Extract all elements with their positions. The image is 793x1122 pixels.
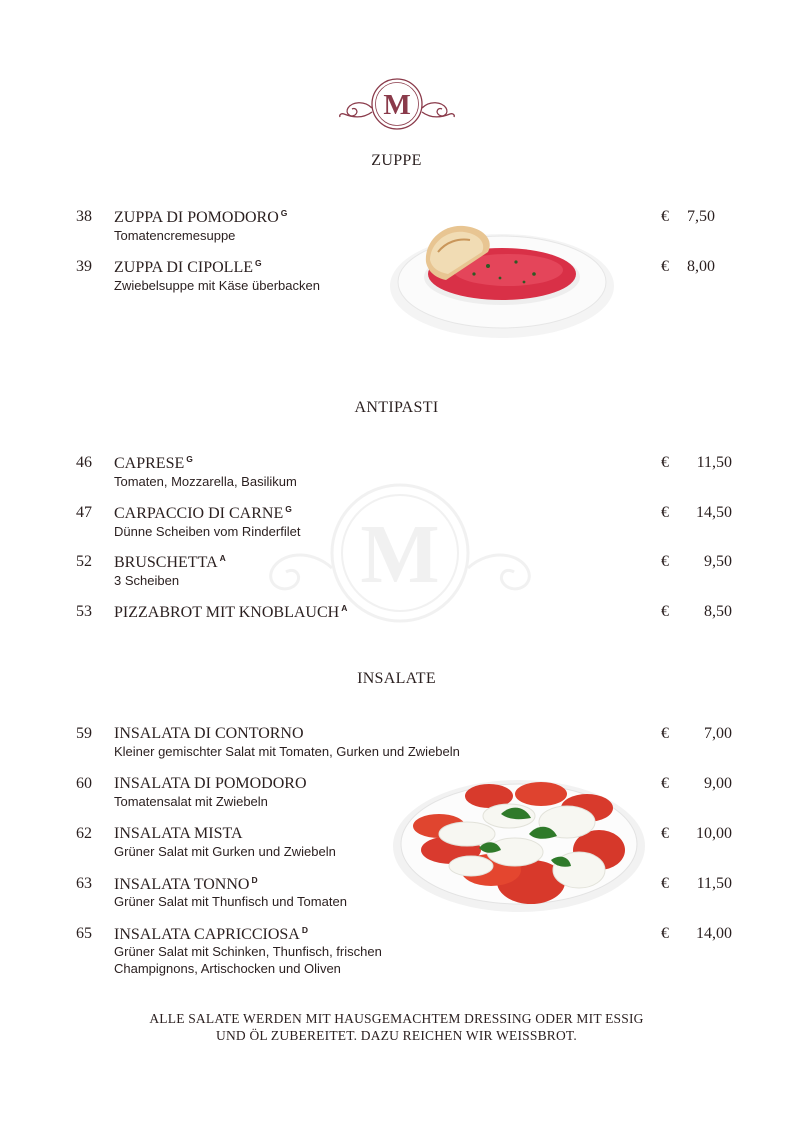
item-name: CAPRESE $^G$ bbox=[114, 454, 193, 472]
soup-photo bbox=[388, 222, 618, 342]
allergen-code: D bbox=[301, 925, 308, 935]
salad-photo bbox=[391, 774, 647, 914]
item-price: 9,00 bbox=[704, 775, 732, 792]
item-name: CARPACCIO DI CARNE $^G$ bbox=[114, 504, 292, 522]
currency-symbol: € bbox=[661, 925, 669, 942]
item-number: 60 bbox=[76, 775, 92, 792]
item-number: 52 bbox=[76, 553, 92, 570]
section-title-insalate: INSALATE bbox=[357, 670, 436, 687]
item-description: Tomatencremesuppe bbox=[114, 228, 236, 243]
currency-symbol: € bbox=[661, 603, 669, 620]
item-price: 14,00 bbox=[696, 925, 732, 942]
allergen-code: A bbox=[341, 603, 348, 613]
item-name: ZUPPA DI CIPOLLE $^G$ bbox=[114, 258, 262, 276]
item-description: Tomatensalat mit Zwiebeln bbox=[114, 794, 268, 809]
item-number: 39 bbox=[76, 258, 92, 275]
section-title-antipasti: ANTIPASTI bbox=[354, 399, 439, 416]
item-number: 47 bbox=[76, 504, 92, 521]
item-description: 3 Scheiben bbox=[114, 573, 180, 588]
item-price: 11,50 bbox=[696, 454, 732, 471]
item-price: 8,50 bbox=[704, 603, 732, 620]
item-number: 62 bbox=[76, 825, 92, 842]
currency-symbol: € bbox=[661, 875, 669, 892]
item-name: INSALATA DI POMODORO bbox=[114, 775, 307, 792]
item-description: Grüner Salat mit Thunfisch und Tomaten bbox=[114, 894, 347, 909]
currency-symbol: € bbox=[661, 208, 669, 225]
item-description: Grüner Salat mit Schinken, Thunfisch, frischen bbox=[114, 944, 382, 959]
item-price: 7,00 bbox=[704, 725, 732, 742]
item-number: 38 bbox=[76, 208, 92, 225]
item-name: ZUPPA DI POMODORO $^G$ bbox=[114, 208, 288, 226]
item-number: 59 bbox=[76, 725, 92, 742]
currency-symbol: € bbox=[661, 504, 669, 521]
allergen-code: G bbox=[186, 454, 193, 464]
item-name: INSALATA MISTA bbox=[114, 825, 243, 842]
item-price: 10,00 bbox=[696, 825, 732, 842]
salad-note-line: ALLE SALATE WERDEN MIT HAUSGEMACHTEM DRESSING ODER MIT ESSIG bbox=[149, 1011, 644, 1026]
salad-note-line: UND ÖL ZUBEREITET. DAZU REICHEN WIR WEISSBROT. bbox=[216, 1028, 577, 1043]
item-description: Champignons, Artischocken und Oliven bbox=[114, 961, 341, 976]
allergen-code: G bbox=[280, 208, 288, 218]
allergen-code: G bbox=[254, 258, 262, 268]
item-number: 65 bbox=[76, 925, 92, 942]
item-number: 46 bbox=[76, 454, 92, 471]
restaurant-logo bbox=[336, 76, 458, 132]
currency-symbol: € bbox=[661, 825, 669, 842]
item-price: 14,50 bbox=[696, 504, 732, 521]
item-name: PIZZABROT MIT KNOBLAUCH $^A$ bbox=[114, 603, 348, 621]
item-name: BRUSCHETTA $^A$ bbox=[114, 553, 226, 571]
item-price: 7,50 bbox=[687, 208, 715, 225]
item-description: Zwiebelsuppe mit Käse überbacken bbox=[114, 278, 320, 293]
item-number: 53 bbox=[76, 603, 92, 620]
item-description: Dünne Scheiben vom Rinderfilet bbox=[114, 524, 301, 539]
currency-symbol: € bbox=[661, 725, 669, 742]
currency-symbol: € bbox=[661, 454, 669, 471]
item-description: Grüner Salat mit Gurken und Zwiebeln bbox=[114, 844, 336, 859]
currency-symbol: € bbox=[661, 553, 669, 570]
section-title-zuppe: ZUPPE bbox=[371, 152, 422, 169]
item-name: INSALATA CAPRICCIOSA $^D$ bbox=[114, 925, 308, 943]
svg-text:M: M bbox=[383, 89, 411, 121]
salad-note bbox=[0, 1010, 793, 1044]
allergen-code: G bbox=[285, 504, 292, 514]
currency-symbol: € bbox=[661, 258, 669, 275]
item-price: 9,50 bbox=[704, 553, 732, 570]
item-name: INSALATA TONNO $^D$ bbox=[114, 875, 258, 893]
item-number: 63 bbox=[76, 875, 92, 892]
currency-symbol: € bbox=[661, 775, 669, 792]
allergen-code: A bbox=[219, 553, 226, 563]
item-price: 11,50 bbox=[696, 875, 732, 892]
svg-text:M: M bbox=[360, 508, 440, 601]
item-name: INSALATA DI CONTORNO bbox=[114, 725, 304, 742]
allergen-code: D bbox=[251, 875, 258, 885]
item-description: Kleiner gemischter Salat mit Tomaten, Gurken und Zwiebeln bbox=[114, 744, 460, 759]
item-price: 8,00 bbox=[687, 258, 715, 275]
item-description: Tomaten, Mozzarella, Basilikum bbox=[114, 474, 297, 489]
